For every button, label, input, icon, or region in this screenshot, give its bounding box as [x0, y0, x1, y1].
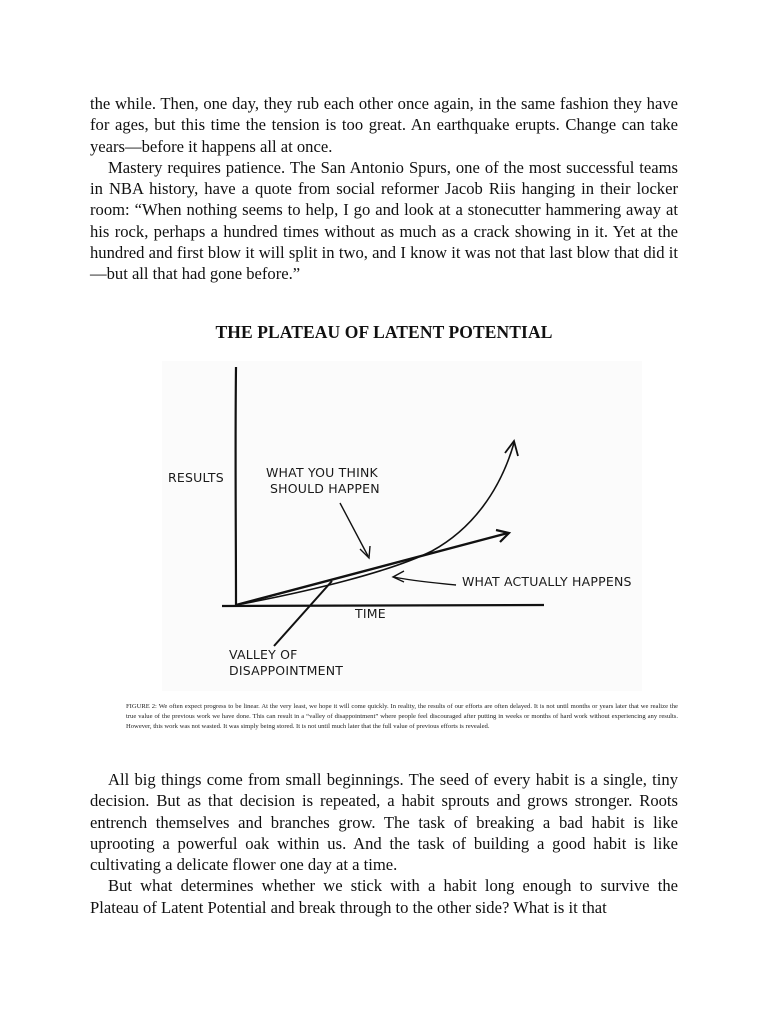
- plateau-figure: [162, 361, 642, 691]
- body-paragraph: the while. Then, one day, they rub each other once again, in the same fashion they have for ages, but this time the tension is too great. An earthquake erupts. Change can take years—before it happens all at once.: [90, 94, 678, 156]
- lower-text: [90, 769, 678, 918]
- results-label: RESULTS: [168, 470, 224, 485]
- plateau-diagram: [162, 361, 642, 691]
- think-label-line1: WHAT YOU THINK: [266, 465, 378, 480]
- valley-label-line1: VALLEY OF: [229, 647, 298, 662]
- body-paragraph: But what determines whether we stick with a habit long enough to survive the Plateau of Latent Potential and break through to the other side? What is it that: [90, 876, 678, 917]
- body-paragraph: All big things come from small beginnings. The seed of every habit is a single, tiny decision. But as that decision is repeated, a habit sprouts and grows stronger. Roots entrench themselves and branches grow. The task of breaking a bad habit is like uprooting a powerful oak within us. And the task of building a good habit is like cultivating a delicate flower one day at a time.: [90, 770, 678, 875]
- figure-caption: FIGURE 2: We often expect progress to be linear. At the very least, we hope it will come quickly. In reality, the results of our efforts are often delayed. It is not until months or years later that we realize the true value of the previous work we have done. This can result in a “valley of disappointment” where people feel discouraged after putting in weeks or months of hard work without experiencing any results. However, this work was not wasted. It was simply being stored. It is not until much later that the full value of previous efforts is revealed.: [126, 703, 678, 730]
- valley-label-line2: DISAPPOINTMENT: [229, 663, 344, 678]
- think-label-line2: SHOULD HAPPEN: [270, 481, 380, 496]
- actual-label: WHAT ACTUALLY HAPPENS: [462, 574, 632, 589]
- figure-background: [162, 361, 642, 691]
- figure-title: THE PLATEAU OF LATENT POTENTIAL: [215, 322, 553, 342]
- body-paragraph: Mastery requires patience. The San Antonio Spurs, one of the most successful teams in NBA history, have a quote from social reformer Jacob Riis hanging in their locker room: “When nothing seems to help, I go and look at a stonecutter hammering away at his rock, perhaps a hundred times without as much as a crack showing in it. Yet at the hundred and first blow it will split in two, and I know it was not that last blow that did it—but all that had gone before.”: [90, 157, 678, 284]
- time-label: TIME: [355, 606, 386, 621]
- book-page: [90, 93, 678, 917]
